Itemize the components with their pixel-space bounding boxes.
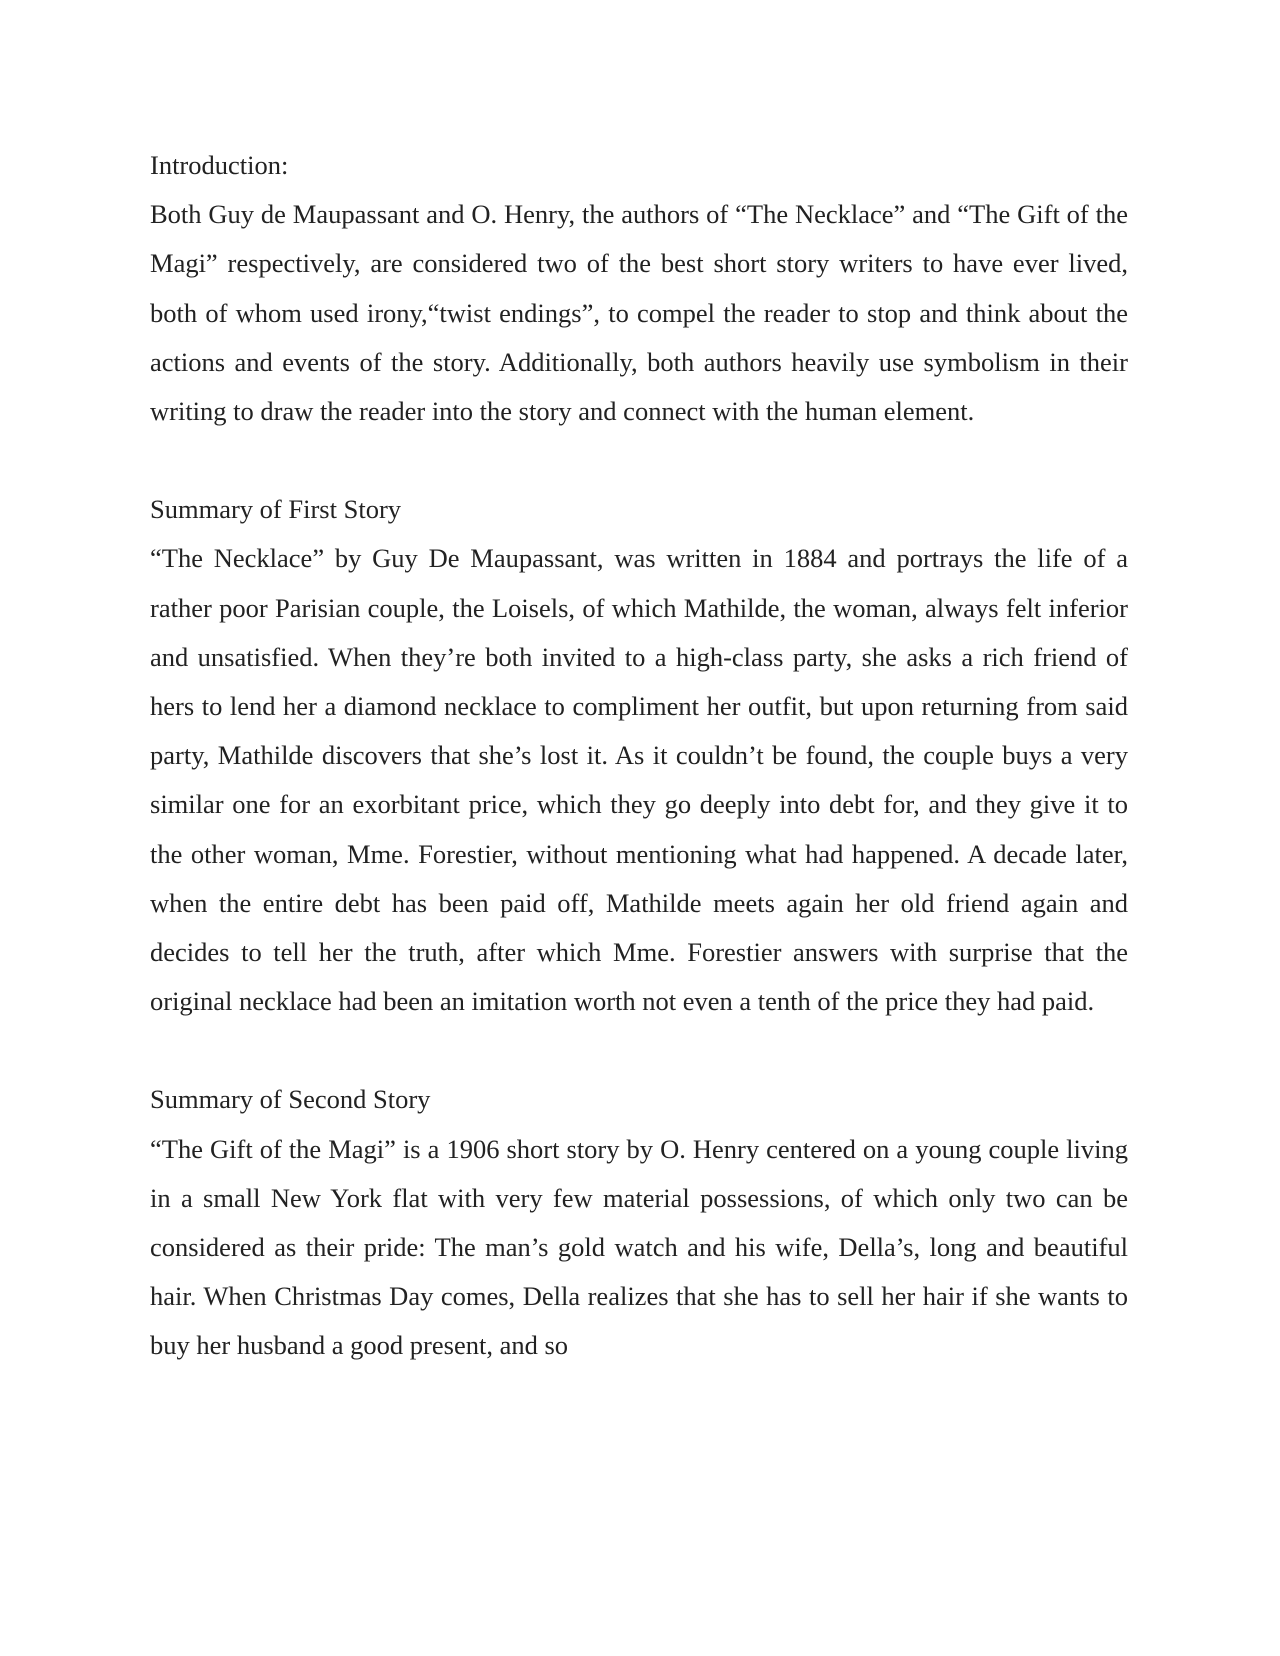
second-story-paragraph: “The Gift of the Magi” is a 1906 short story by O. Henry centered on a young couple living in a small New York flat with very few material possessions, of which only two can be considered as their pride: The man’s gold watch and his wife, Della’s, long and beautiful hair. When Christmas Day comes, Della realizes that she has to sell her hair if she wants to buy her husband a good present, and so	[150, 1133, 1128, 1361]
first-story-paragraph: “The Necklace” by Guy De Maupassant, was written in 1884 and portrays the life of a rather poor Parisian couple, the Loisels, of which Mathilde, the woman, always felt inferior and unsatisfied. When they’re both invited to a high-class party, she asks a rich friend of hers to lend her a diamond necklace to compliment her outfit, but upon returning from said party, Mathilde discovers that she’s lost it. As it couldn’t be found, the couple buys a very similar one for an exorbitant price, which they go deeply into debt for, and they give it to the other woman, Mme. Forestier, without mentioning what had happened. A decade later, when the entire debt has been paid off, Mathilde meets again her old friend again and decides to tell her the truth, after which Mme. Forestier answers with surprise that the original necklace had been an imitation worth not even a tenth of the price they had paid.	[150, 543, 1128, 1017]
section-spacer	[150, 436, 1128, 485]
first-story-heading: Summary of First Story	[150, 494, 402, 525]
section-spacer	[150, 1026, 1128, 1075]
introduction-heading: Introduction:	[150, 150, 289, 180]
introduction-paragraph: Both Guy de Maupassant and O. Henry, the authors of “The Necklace” and “The Gift of the Magi” respectively, are considered two of the best short story writers to have ever lived, both of whom used irony,“twist endings”, to compel the reader to stop and think about the actions and events of the story. Additionally, both authors heavily use symbolism in their writing to draw the reader into the story and connect with the human element.	[150, 199, 1128, 427]
second-story-heading: Summary of Second Story	[150, 1084, 431, 1115]
introduction-section	[150, 141, 1128, 436]
second-story-section	[150, 1075, 1128, 1370]
document-body	[150, 141, 1128, 1371]
first-story-section	[150, 485, 1128, 1026]
